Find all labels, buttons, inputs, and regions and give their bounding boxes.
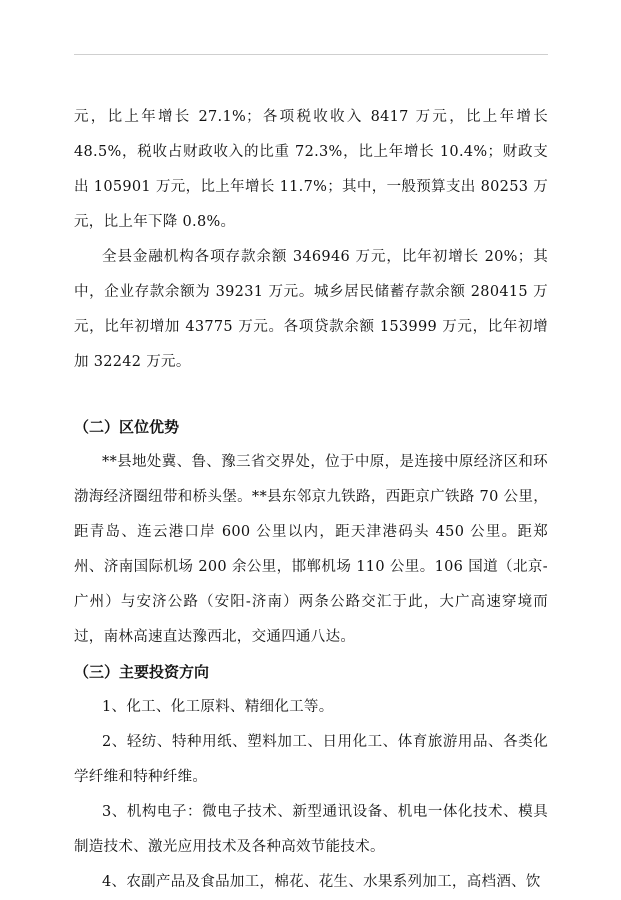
paragraph-finance: 全县金融机构各项存款余额 346946 万元，比年初增长 20%；其中，企业存款余额为 39231 万元。城乡居民储蓄存款余额 280415 万元，比年初增加 43775 万元。各项贷款余额 153999 万元，比年初增加 32242 万元。 [74,249,548,370]
document-body [74,100,548,900]
investment-item-4: 4、农副产品及食品加工，棉花、花生、水果系列加工，高档酒、饮 [102,874,541,890]
paragraph-location: **县地处冀、鲁、豫三省交界处，位于中原，是连接中原经济区和环渤海经济圈纽带和桥头堡。**县东邻京九铁路，西距京广铁路 70 公里，距青岛、连云港口岸 600 公里以内，距天津港码头 450 公里。距郑州、济南国际机场 200 余公里，邯郸机场 110 公里。106 国道（北京-广州）与安济公路（安阳-济南）两条公路交汇于此，大广高速穿境而过，南林高速直达豫西北，交通四通八达。 [74,454,548,645]
investment-item-3: 3、机构电子：微电子技术、新型通讯设备、机电一体化技术、模具制造技术、激光应用技术及各种高效节能技术。 [74,804,548,855]
paragraph-fiscal: 元，比上年增长 27.1%；各项税收收入 8417 万元，比上年增长 48.5%，税收占财政收入的比重 72.3%，比上年增长 10.4%；财政支出 105901 万元，比上年增长 11.7%；其中，一般预算支出 80253 万元，比上年下降 0.8%。 [74,109,548,230]
section-heading-investment: （三）主要投资方向 [74,663,210,681]
section-heading-location: （二）区位优势 [74,418,180,436]
header-rule [74,54,548,55]
investment-item-1: 1、化工、化工原料、精细化工等。 [102,699,334,715]
investment-item-2: 2、轻纺、特种用纸、塑料加工、日用化工、体育旅游用品、各类化学纤维和特种纤维。 [74,734,548,785]
